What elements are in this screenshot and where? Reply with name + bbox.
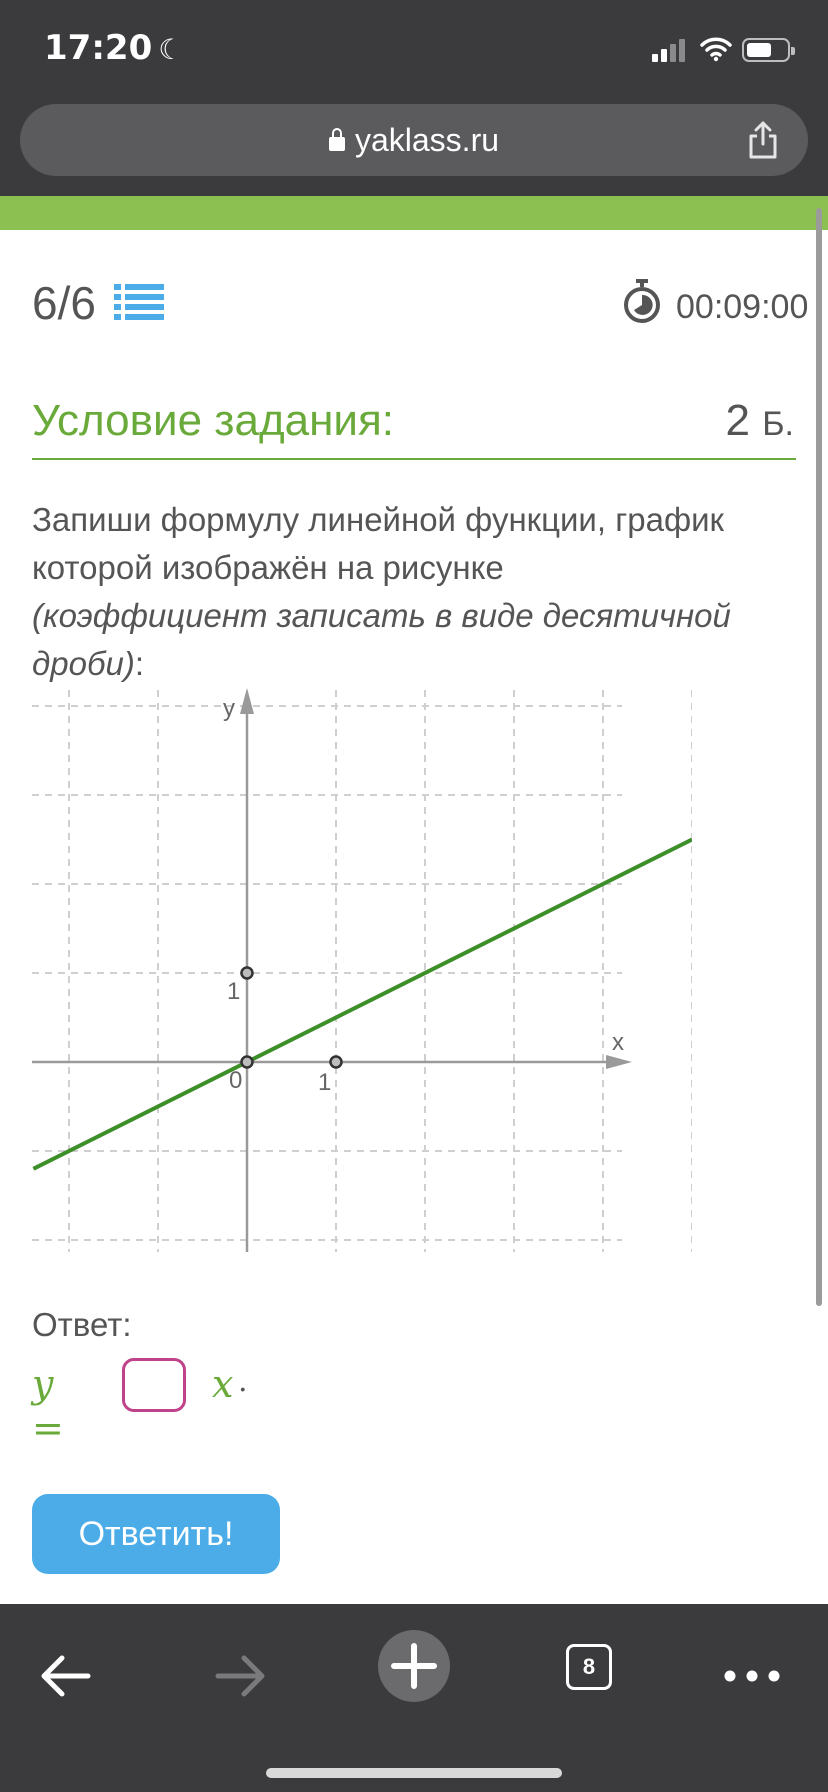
wifi-icon <box>700 36 732 62</box>
stopwatch-icon <box>622 278 662 324</box>
question-list-icon[interactable] <box>114 282 164 322</box>
formula-left: y = <box>32 1362 64 1450</box>
section-title: Условие задания: <box>32 396 395 445</box>
cellular-signal-icon <box>652 38 688 62</box>
coefficient-input[interactable] <box>122 1358 186 1412</box>
timer-value: 00:09:00 <box>676 288 809 326</box>
function-graph <box>32 680 692 1260</box>
lock-icon <box>329 137 345 151</box>
task-hint: (коэффициент записать в виде десятичной дроби) <box>32 597 731 682</box>
marked-point <box>242 1057 253 1068</box>
address-bar[interactable] <box>20 104 808 176</box>
x-axis-label: x <box>612 1029 624 1056</box>
marked-point <box>331 1057 342 1068</box>
share-icon[interactable] <box>746 120 780 160</box>
x-tick-label: 1 <box>318 1069 332 1096</box>
section-divider <box>32 458 796 460</box>
moon-icon: ☾ <box>158 33 184 66</box>
y-tick-label: 1 <box>227 978 241 1005</box>
browser-toolbar <box>0 1604 828 1792</box>
question-progress: 6/6 <box>32 277 96 329</box>
status-time: 17:20 ☾ <box>44 28 184 68</box>
y-axis-label: y <box>223 695 235 722</box>
scrollbar-thumb[interactable] <box>816 208 822 1306</box>
x-axis-arrow <box>606 1055 632 1069</box>
browser-top-chrome <box>0 0 828 196</box>
new-tab-button[interactable] <box>378 1630 450 1702</box>
top-accent-strip <box>0 196 828 230</box>
url-text: yaklass.ru <box>354 122 500 158</box>
forward-arrow-icon[interactable] <box>212 1642 268 1710</box>
task-points: 2 Б. <box>725 396 794 445</box>
y-axis-arrow <box>240 688 254 714</box>
origin-label: 0 <box>229 1067 243 1094</box>
plus-icon <box>378 1630 450 1702</box>
tabs-button[interactable]: 8 <box>566 1644 612 1690</box>
marked-point <box>242 968 253 979</box>
more-menu-icon[interactable] <box>722 1642 782 1710</box>
submit-answer-button[interactable]: Ответить! <box>32 1494 280 1574</box>
battery-icon <box>742 38 790 62</box>
formula-right: x <box>212 1362 234 1406</box>
task-text: Запиши формулу линейной функции, график которой изображён на рисунке (коэффициент записать в виде десятичной дроби): <box>32 501 731 682</box>
home-indicator <box>266 1768 562 1778</box>
back-arrow-icon[interactable] <box>38 1642 94 1710</box>
answer-label: Ответ: <box>32 1306 132 1343</box>
function-line <box>33 840 692 1169</box>
formula-end: . <box>238 1364 248 1399</box>
